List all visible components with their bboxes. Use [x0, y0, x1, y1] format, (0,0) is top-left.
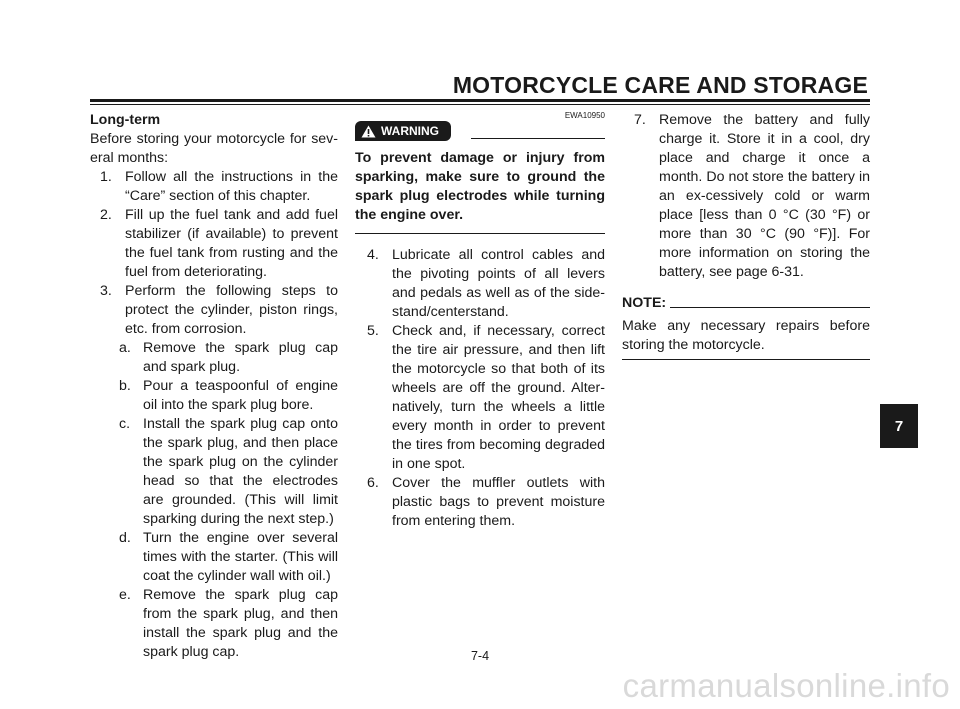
warning-badge [355, 121, 451, 141]
list-item-number: 3. [100, 283, 112, 299]
sub-list-item-text: Remove the spark plug cap from the spark plug, and then install the spark plug and the spark plug cap. [143, 587, 338, 660]
list-item-text: Follow all the instructions in the “Care” section of this chapter. [125, 169, 338, 204]
sub-list-item-letter: b. [119, 378, 131, 394]
list-item-number: 4. [367, 247, 379, 263]
chapter-tab: 7 [880, 404, 918, 448]
note-text: Make any necessary repairs before storing the motorcycle. [622, 318, 870, 353]
list-item [355, 322, 605, 474]
list-item-text: Cover the muffler outlets with plastic bags to prevent moisture from entering them. [392, 475, 605, 529]
warning-code: EWA10950 [564, 111, 605, 120]
sub-list-item [90, 529, 338, 586]
intro-paragraph: Before storing your motorcycle for sev-eral months: [90, 131, 338, 166]
note-header [622, 294, 870, 313]
note-header-rule [670, 307, 870, 308]
sub-list-item-letter: d. [119, 530, 131, 546]
list-item [90, 282, 338, 339]
warning-header [355, 111, 605, 141]
section-heading: Long-term [90, 112, 161, 128]
list-item-text: Check and, if necessary, correct the tire air pressure, and then lift the motorcycle so that both of its wheels are off the ground. Alter-natively, turn the wheels a little every month in order to prevent the tires from becoming degraded in one spot. [392, 323, 605, 472]
page-header-title: MOTORCYCLE CARE AND STORAGE [452, 72, 868, 98]
list-item-text: Perform the following steps to protect the cylinder, piston rings, etc. from corrosion. [125, 283, 338, 337]
list-item-text: Remove the battery and fully charge it. Store it in a cool, dry place and charge it once a month. Do not store the battery in an ex-cessively cold or warm place [less than 0 °C (30 °F) or more than 30 °C (90 °F)]. For more information on storing the battery, see page 6-31. [659, 112, 870, 280]
sub-list-item-letter: e. [119, 587, 131, 603]
list-item-number: 1. [100, 169, 112, 185]
note-bottom-rule [622, 359, 870, 360]
warning-label: WARNING [381, 124, 439, 138]
list-item-number: 6. [367, 475, 379, 491]
sub-list-item [90, 339, 338, 377]
list-item [90, 206, 338, 282]
column-2 [355, 111, 605, 531]
sub-list-item-text: Turn the engine over several times with the starter. (This will coat the cylinder wall with oil.) [143, 530, 338, 584]
list-item-number: 5. [367, 323, 379, 339]
list-item [622, 111, 870, 282]
sub-list-item [90, 377, 338, 415]
list-item-number: 7. [634, 112, 646, 128]
list-item-text: Lubricate all control cables and the pivoting points of all levers and pedals as well as of the side-stand/centerstand. [392, 247, 605, 320]
warning-bottom-rule [355, 233, 605, 234]
warning-text: To prevent damage or injury from sparking, make sure to ground the spark plug electrodes while turning the engine over. [355, 150, 605, 223]
watermark: carmanualsonline.info [622, 667, 950, 704]
list-item-number: 2. [100, 207, 112, 223]
list-item [90, 168, 338, 206]
sub-list-item-letter: a. [119, 340, 131, 356]
sub-list-item-text: Remove the spark plug cap and spark plug. [143, 340, 338, 375]
column-1 [90, 111, 338, 662]
sub-list-item-letter: c. [119, 416, 131, 432]
page-number: 7-4 [470, 649, 490, 663]
list-item [355, 246, 605, 322]
sub-list-item-text: Install the spark plug cap onto the spark plug, and then place the spark plug on the cylinder head so that the electrodes are grounded. (This will limit sparking during the next step.) [143, 416, 338, 527]
list-item [355, 474, 605, 531]
header-rule [90, 99, 870, 105]
note-label: NOTE: [622, 295, 667, 311]
warning-header-rule [471, 138, 605, 139]
warning-triangle-icon [361, 125, 376, 138]
list-item-text: Fill up the fuel tank and add fuel stabilizer (if available) to prevent the fuel tank from rusting and the fuel from deteriorating. [125, 207, 338, 280]
sub-list-item-text: Pour a teaspoonful of engine oil into the spark plug bore. [143, 378, 338, 413]
sub-list-item [90, 415, 338, 529]
column-3 [622, 111, 870, 360]
